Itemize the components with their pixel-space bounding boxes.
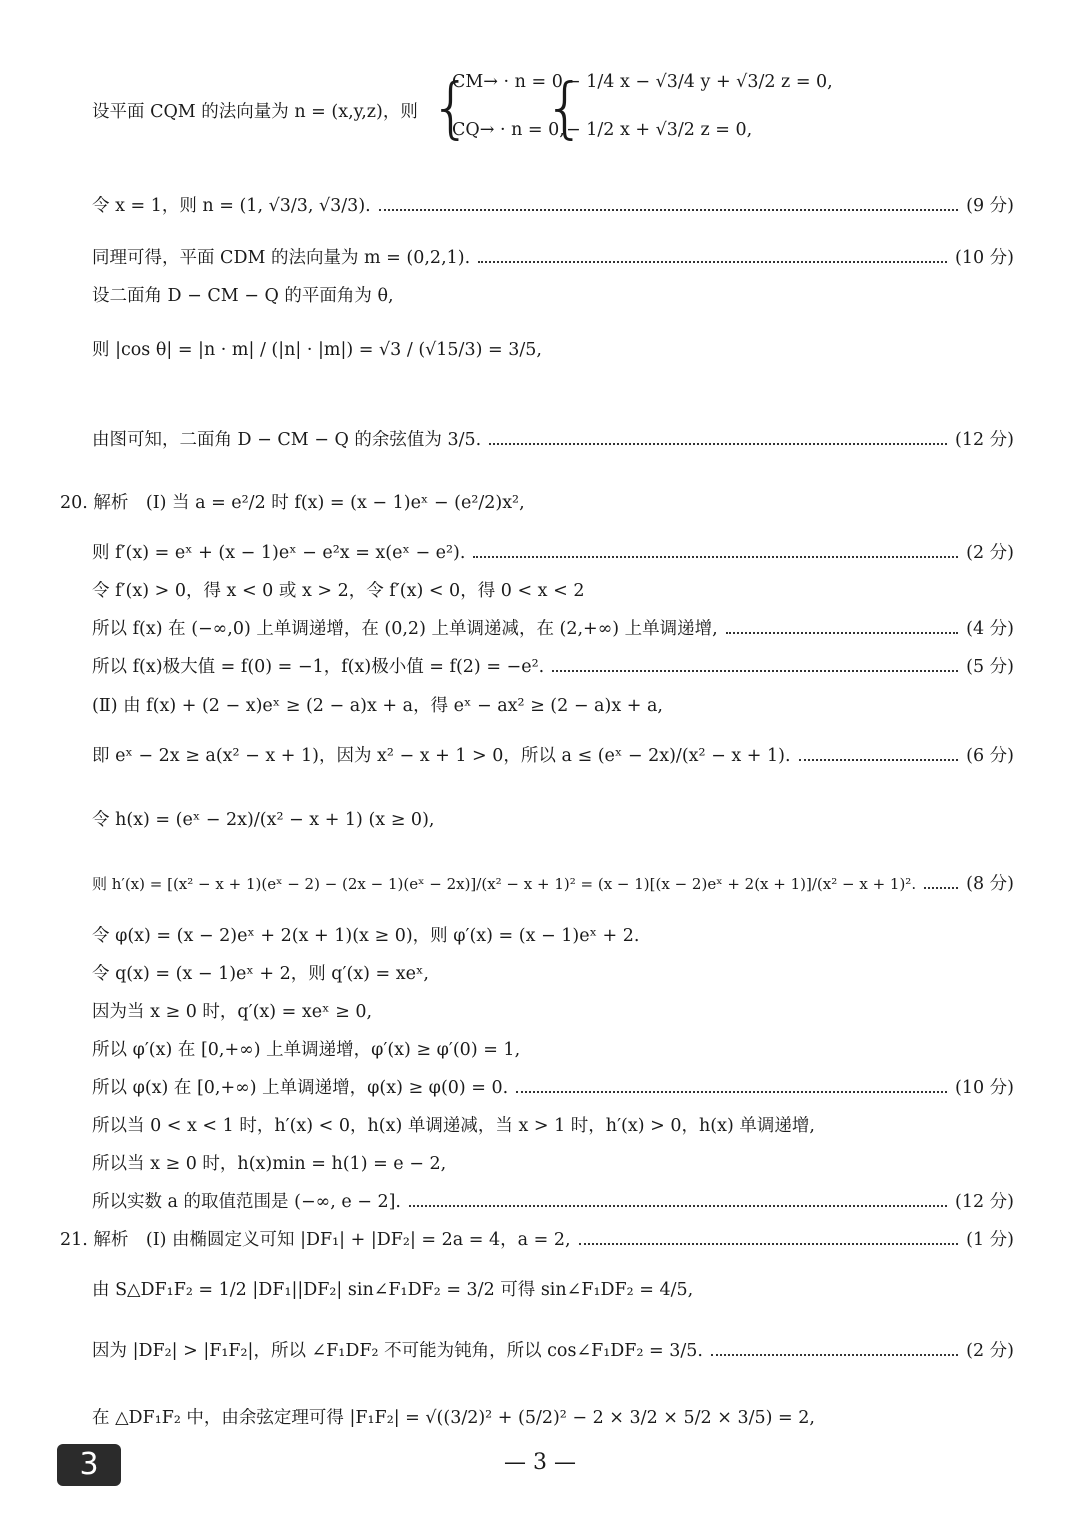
page-number: — 3 — [504, 1450, 576, 1475]
line-10: 所以 f(x)极大值 = f(0) = −1，f(x)极小值 = f(2) = −e². (5 分) [92, 647, 1014, 687]
system-left-bottom: CQ→ · n = 0, [452, 120, 565, 140]
right-brace: { [544, 69, 586, 146]
line-17: 因为当 x ≥ 0 时，q′(x) = xeˣ ≥ 0, [92, 1002, 373, 1022]
score: (5 分) [966, 657, 1014, 677]
line-9: 所以 f(x) 在 (−∞,0) 上单调递增，在 (0,2) 上单调递减，在 (2,+∞) 上单调递增, (4 分) [92, 609, 1014, 649]
score: (2 分) [966, 543, 1014, 563]
score: (9 分) [966, 196, 1014, 216]
equation-system [92, 55, 833, 170]
line-8: 令 f′(x) > 0，得 x < 0 或 x > 2，令 f′(x) < 0，得 0 < x < 2 [92, 581, 585, 601]
line-12: 即 eˣ − 2x ≥ a(x² − x + 1)，因为 x² − x + 1 > 0，所以 a ≤ (eˣ − 2x)/(x² − x + 1). (6 分) [92, 736, 1014, 776]
line-1: 令 x = 1，则 n = (1, √3/3, √3/3). (9 分) [92, 186, 1014, 226]
score: (10 分) [955, 248, 1014, 268]
line-26: 在 △DF₁F₂ 中，由余弦定理可得 |F₁F₂| = √((3/2)² + (5/2)² − 2 × 3/2 × 5/2 × 3/5) = 2, [92, 1408, 815, 1428]
system-right-bottom: − 1/2 x + √3/2 z = 0, [566, 120, 753, 140]
line-19: 所以 φ(x) 在 [0,+∞) 上单调递增，φ(x) ≥ φ(0) = 0. (10 分) [92, 1068, 1014, 1108]
line-14: 则 h′(x) = [(x² − x + 1)(eˣ − 2) − (2x − 1)(eˣ − 2x)]/(x² − x + 1)² = (x − 1)[(x − 2)eˣ + 2(x + 1)]/(x² − x + 1)². (8 分) [92, 864, 1014, 904]
line-16: 令 q(x) = (x − 1)eˣ + 2，则 q′(x) = xeˣ, [92, 964, 429, 984]
question-20-heading: 20. 解析 (Ⅰ) 当 a = e²/2 时 f(x) = (x − 1)eˣ − (e²/2)x², [60, 493, 525, 513]
score: (2 分) [966, 1341, 1014, 1361]
line-15: 令 φ(x) = (x − 2)eˣ + 2(x + 1)(x ≥ 0)，则 φ′(x) = (x − 1)eˣ + 2. [92, 926, 640, 946]
score: (4 分) [966, 619, 1014, 639]
score: (1 分) [966, 1230, 1014, 1250]
line-22: 所以实数 a 的取值范围是 (−∞, e − 2]. (12 分) [92, 1182, 1014, 1222]
line-11: (Ⅱ) 由 f(x) + (2 − x)eˣ ≥ (2 − a)x + a，得 eˣ − ax² ≥ (2 − a)x + a, [92, 696, 663, 716]
left-brace: { [430, 69, 472, 146]
line-13: 令 h(x) = (eˣ − 2x)/(x² − x + 1) (x ≥ 0), [92, 810, 435, 830]
line-21: 所以当 x ≥ 0 时，h(x)min = h(1) = e − 2, [92, 1154, 447, 1174]
line-5: 由图可知，二面角 D − CM − Q 的余弦值为 3/5. (12 分) [92, 420, 1014, 460]
score: (8 分) [966, 874, 1014, 894]
system-right-top: − 1/4 x − √3/4 y + √3/2 z = 0, [566, 72, 833, 92]
line-3: 设二面角 D − CM − Q 的平面角为 θ, [92, 286, 394, 306]
score: (6 分) [966, 746, 1014, 766]
line-20: 所以当 0 < x < 1 时，h′(x) < 0，h(x) 单调递减，当 x > 1 时，h′(x) > 0，h(x) 单调递增, [92, 1116, 815, 1136]
score: (12 分) [955, 430, 1014, 450]
line-4: 则 |cos θ| = |n · m| / (|n| · |m|) = √3 / (√15/3) = 3/5, [92, 340, 542, 360]
line-7: 则 f′(x) = eˣ + (x − 1)eˣ − e²x = x(eˣ − e²). (2 分) [92, 533, 1014, 573]
line-25: 因为 |DF₂| > |F₁F₂|，所以 ∠F₁DF₂ 不可能为钝角，所以 cos∠F₁DF₂ = 3/5. (2 分) [92, 1331, 1014, 1371]
line-24: 由 S△DF₁F₂ = 1/2 |DF₁||DF₂| sin∠F₁DF₂ = 3/2 可得 sin∠F₁DF₂ = 4/5, [92, 1280, 694, 1300]
line-18: 所以 φ′(x) 在 [0,+∞) 上单调递增，φ′(x) ≥ φ′(0) = 1, [92, 1040, 521, 1060]
score: (12 分) [955, 1192, 1014, 1212]
score: (10 分) [955, 1078, 1014, 1098]
line-2: 同理可得，平面 CDM 的法向量为 m = (0,2,1). (10 分) [92, 238, 1014, 278]
system-left-top: CM→ · n = 0, [452, 72, 569, 92]
page-badge: 3 [57, 1444, 121, 1486]
system-label: 设平面 CQM 的法向量为 n = (x,y,z)，则 [92, 102, 418, 122]
question-21-heading: 21. 解析 (Ⅰ) 由椭圆定义可知 |DF₁| + |DF₂| = 2a = 4，a = 2, (1 分) [60, 1220, 1014, 1260]
